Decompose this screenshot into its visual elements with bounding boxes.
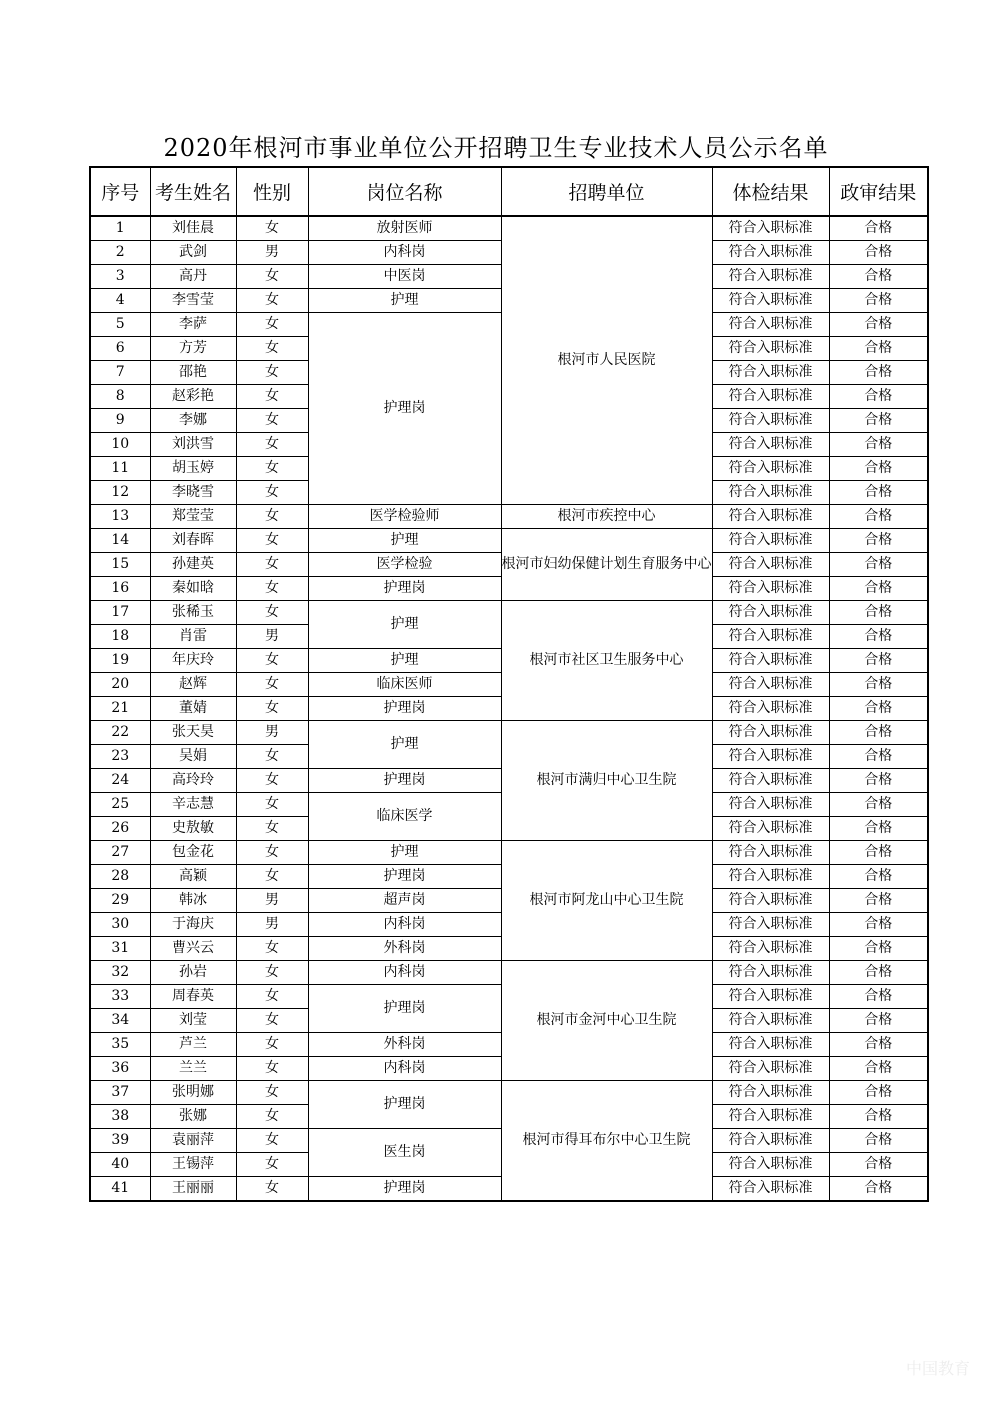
cell-review-result: 合格 [829, 385, 928, 409]
cell-position: 护理 [308, 529, 501, 553]
cell-unit: 根河市阿龙山中心卫生院 [501, 841, 712, 961]
cell-position: 护理 [308, 649, 501, 673]
table-row [90, 961, 928, 985]
cell-seq: 36 [90, 1057, 150, 1081]
cell-gender: 男 [236, 241, 308, 265]
cell-gender: 女 [236, 1009, 308, 1033]
cell-name: 张娜 [150, 1105, 236, 1129]
cell-review-result: 合格 [829, 505, 928, 529]
cell-exam-result: 符合入职标准 [712, 265, 829, 289]
cell-name: 高玲玲 [150, 769, 236, 793]
cell-position: 护理 [308, 289, 501, 313]
cell-seq: 31 [90, 937, 150, 961]
cell-name: 李雪莹 [150, 289, 236, 313]
cell-name: 芦兰 [150, 1033, 236, 1057]
header-gender: 性别 [236, 167, 308, 216]
cell-review-result: 合格 [829, 241, 928, 265]
cell-seq: 11 [90, 457, 150, 481]
cell-review-result: 合格 [829, 457, 928, 481]
cell-name: 兰兰 [150, 1057, 236, 1081]
cell-name: 吴娟 [150, 745, 236, 769]
cell-name: 武剑 [150, 241, 236, 265]
cell-name: 刘洪雪 [150, 433, 236, 457]
table-row [90, 216, 928, 241]
cell-review-result: 合格 [829, 721, 928, 745]
cell-unit: 根河市金河中心卫生院 [501, 961, 712, 1081]
cell-exam-result: 符合入职标准 [712, 817, 829, 841]
cell-name: 王锡萍 [150, 1153, 236, 1177]
cell-name: 董婧 [150, 697, 236, 721]
cell-gender: 男 [236, 889, 308, 913]
cell-gender: 女 [236, 337, 308, 361]
cell-seq: 30 [90, 913, 150, 937]
cell-review-result: 合格 [829, 1129, 928, 1153]
cell-review-result: 合格 [829, 1105, 928, 1129]
table-row [90, 841, 928, 865]
cell-name: 史敖敏 [150, 817, 236, 841]
cell-gender: 女 [236, 769, 308, 793]
cell-seq: 25 [90, 793, 150, 817]
document-title: 2020年根河市事业单位公开招聘卫生专业技术人员公示名单 [163, 134, 829, 162]
cell-seq: 35 [90, 1033, 150, 1057]
cell-name: 刘莹 [150, 1009, 236, 1033]
cell-gender: 女 [236, 985, 308, 1009]
cell-position: 护理岗 [308, 985, 501, 1033]
cell-exam-result: 符合入职标准 [712, 721, 829, 745]
cell-exam-result: 符合入职标准 [712, 673, 829, 697]
cell-name: 孙建英 [150, 553, 236, 577]
cell-name: 胡玉婷 [150, 457, 236, 481]
cell-seq: 18 [90, 625, 150, 649]
cell-seq: 23 [90, 745, 150, 769]
cell-seq: 16 [90, 577, 150, 601]
cell-position: 护理 [308, 721, 501, 769]
cell-review-result: 合格 [829, 817, 928, 841]
cell-review-result: 合格 [829, 289, 928, 313]
cell-review-result: 合格 [829, 889, 928, 913]
cell-position: 外科岗 [308, 937, 501, 961]
cell-name: 赵彩艳 [150, 385, 236, 409]
cell-seq: 15 [90, 553, 150, 577]
cell-exam-result: 符合入职标准 [712, 889, 829, 913]
cell-exam-result: 符合入职标准 [712, 865, 829, 889]
table-row [90, 529, 928, 553]
cell-review-result: 合格 [829, 625, 928, 649]
header-name: 考生姓名 [150, 167, 236, 216]
cell-seq: 12 [90, 481, 150, 505]
cell-name: 李娜 [150, 409, 236, 433]
cell-exam-result: 符合入职标准 [712, 745, 829, 769]
cell-name: 韩冰 [150, 889, 236, 913]
cell-gender: 女 [236, 361, 308, 385]
cell-position: 内科岗 [308, 1057, 501, 1081]
cell-exam-result: 符合入职标准 [712, 553, 829, 577]
cell-gender: 女 [236, 745, 308, 769]
cell-seq: 40 [90, 1153, 150, 1177]
cell-gender: 男 [236, 721, 308, 745]
cell-unit: 根河市疾控中心 [501, 505, 712, 529]
cell-name: 赵辉 [150, 673, 236, 697]
cell-seq: 38 [90, 1105, 150, 1129]
cell-name: 秦如晗 [150, 577, 236, 601]
cell-review-result: 合格 [829, 745, 928, 769]
header-unit: 招聘单位 [501, 167, 712, 216]
cell-unit: 根河市得耳布尔中心卫生院 [501, 1081, 712, 1202]
cell-gender: 女 [236, 673, 308, 697]
cell-name: 高颖 [150, 865, 236, 889]
cell-seq: 27 [90, 841, 150, 865]
cell-seq: 8 [90, 385, 150, 409]
cell-review-result: 合格 [829, 793, 928, 817]
cell-gender: 女 [236, 1057, 308, 1081]
cell-review-result: 合格 [829, 433, 928, 457]
cell-exam-result: 符合入职标准 [712, 361, 829, 385]
cell-name: 周春英 [150, 985, 236, 1009]
cell-name: 张明娜 [150, 1081, 236, 1105]
cell-exam-result: 符合入职标准 [712, 505, 829, 529]
cell-position: 外科岗 [308, 1033, 501, 1057]
cell-exam-result: 符合入职标准 [712, 457, 829, 481]
cell-seq: 3 [90, 265, 150, 289]
cell-position: 护理 [308, 601, 501, 649]
cell-review-result: 合格 [829, 961, 928, 985]
cell-gender: 女 [236, 457, 308, 481]
cell-exam-result: 符合入职标准 [712, 1009, 829, 1033]
cell-name: 辛志慧 [150, 793, 236, 817]
cell-seq: 26 [90, 817, 150, 841]
cell-seq: 34 [90, 1009, 150, 1033]
cell-exam-result: 符合入职标准 [712, 649, 829, 673]
cell-gender: 男 [236, 913, 308, 937]
header-exam-result: 体检结果 [712, 167, 829, 216]
cell-seq: 13 [90, 505, 150, 529]
cell-gender: 女 [236, 1105, 308, 1129]
cell-gender: 女 [236, 529, 308, 553]
cell-review-result: 合格 [829, 601, 928, 625]
cell-name: 张天昊 [150, 721, 236, 745]
cell-seq: 22 [90, 721, 150, 745]
cell-gender: 女 [236, 937, 308, 961]
cell-seq: 41 [90, 1177, 150, 1202]
cell-name: 李萨 [150, 313, 236, 337]
cell-seq: 33 [90, 985, 150, 1009]
cell-review-result: 合格 [829, 649, 928, 673]
cell-exam-result: 符合入职标准 [712, 241, 829, 265]
header-seq: 序号 [90, 167, 150, 216]
cell-position: 护理岗 [308, 697, 501, 721]
cell-gender: 女 [236, 841, 308, 865]
cell-review-result: 合格 [829, 1177, 928, 1202]
cell-name: 于海庆 [150, 913, 236, 937]
cell-exam-result: 符合入职标准 [712, 961, 829, 985]
cell-unit: 根河市人民医院 [501, 216, 712, 505]
cell-position: 医学检验 [308, 553, 501, 577]
cell-position: 护理岗 [308, 865, 501, 889]
cell-position: 护理岗 [308, 1081, 501, 1129]
cell-gender: 女 [236, 1153, 308, 1177]
cell-seq: 6 [90, 337, 150, 361]
cell-exam-result: 符合入职标准 [712, 1105, 829, 1129]
cell-exam-result: 符合入职标准 [712, 1033, 829, 1057]
cell-review-result: 合格 [829, 313, 928, 337]
cell-gender: 男 [236, 625, 308, 649]
cell-unit: 根河市妇幼保健计划生育服务中心 [501, 529, 712, 601]
cell-exam-result: 符合入职标准 [712, 769, 829, 793]
header-review-result: 政审结果 [829, 167, 928, 216]
cell-gender: 女 [236, 1081, 308, 1105]
table-body [90, 216, 928, 1201]
cell-position: 中医岗 [308, 265, 501, 289]
cell-name: 李晓雪 [150, 481, 236, 505]
cell-exam-result: 符合入职标准 [712, 216, 829, 241]
cell-seq: 37 [90, 1081, 150, 1105]
cell-review-result: 合格 [829, 913, 928, 937]
cell-position: 护理岗 [308, 313, 501, 505]
cell-name: 王丽丽 [150, 1177, 236, 1202]
cell-position: 内科岗 [308, 961, 501, 985]
cell-review-result: 合格 [829, 577, 928, 601]
cell-exam-result: 符合入职标准 [712, 577, 829, 601]
cell-exam-result: 符合入职标准 [712, 289, 829, 313]
cell-exam-result: 符合入职标准 [712, 625, 829, 649]
cell-review-result: 合格 [829, 937, 928, 961]
cell-position: 放射医师 [308, 216, 501, 241]
cell-unit: 根河市满归中心卫生院 [501, 721, 712, 841]
cell-seq: 39 [90, 1129, 150, 1153]
cell-name: 邵艳 [150, 361, 236, 385]
watermark: 中国教育 [905, 1359, 970, 1378]
roster-table [89, 166, 929, 1202]
cell-review-result: 合格 [829, 361, 928, 385]
cell-gender: 女 [236, 433, 308, 457]
cell-exam-result: 符合入职标准 [712, 1177, 829, 1202]
cell-name: 刘佳晨 [150, 216, 236, 241]
cell-exam-result: 符合入职标准 [712, 1129, 829, 1153]
cell-name: 肖雷 [150, 625, 236, 649]
cell-exam-result: 符合入职标准 [712, 913, 829, 937]
cell-position: 护理岗 [308, 769, 501, 793]
table-row [90, 721, 928, 745]
cell-seq: 5 [90, 313, 150, 337]
cell-gender: 女 [236, 649, 308, 673]
cell-review-result: 合格 [829, 769, 928, 793]
cell-exam-result: 符合入职标准 [712, 793, 829, 817]
cell-gender: 女 [236, 385, 308, 409]
cell-seq: 28 [90, 865, 150, 889]
cell-review-result: 合格 [829, 553, 928, 577]
cell-gender: 女 [236, 1177, 308, 1202]
cell-review-result: 合格 [829, 1153, 928, 1177]
cell-review-result: 合格 [829, 841, 928, 865]
cell-review-result: 合格 [829, 529, 928, 553]
cell-review-result: 合格 [829, 1009, 928, 1033]
cell-seq: 21 [90, 697, 150, 721]
cell-name: 年庆玲 [150, 649, 236, 673]
cell-review-result: 合格 [829, 865, 928, 889]
cell-gender: 女 [236, 409, 308, 433]
cell-position: 医生岗 [308, 1129, 501, 1177]
header-position: 岗位名称 [308, 167, 501, 216]
cell-position: 内科岗 [308, 913, 501, 937]
cell-exam-result: 符合入职标准 [712, 433, 829, 457]
cell-name: 郑莹莹 [150, 505, 236, 529]
cell-position: 内科岗 [308, 241, 501, 265]
cell-exam-result: 符合入职标准 [712, 1057, 829, 1081]
cell-gender: 女 [236, 553, 308, 577]
cell-seq: 14 [90, 529, 150, 553]
cell-exam-result: 符合入职标准 [712, 697, 829, 721]
cell-name: 包金花 [150, 841, 236, 865]
table-header-row [90, 167, 928, 216]
cell-seq: 10 [90, 433, 150, 457]
cell-exam-result: 符合入职标准 [712, 385, 829, 409]
cell-gender: 女 [236, 1033, 308, 1057]
cell-name: 方芳 [150, 337, 236, 361]
cell-review-result: 合格 [829, 409, 928, 433]
cell-seq: 17 [90, 601, 150, 625]
cell-position: 护理岗 [308, 577, 501, 601]
table-row [90, 505, 928, 529]
cell-position: 临床医学 [308, 793, 501, 841]
cell-review-result: 合格 [829, 216, 928, 241]
cell-gender: 女 [236, 793, 308, 817]
cell-review-result: 合格 [829, 1033, 928, 1057]
cell-exam-result: 符合入职标准 [712, 313, 829, 337]
cell-exam-result: 符合入职标准 [712, 1153, 829, 1177]
cell-exam-result: 符合入职标准 [712, 409, 829, 433]
cell-gender: 女 [236, 289, 308, 313]
cell-review-result: 合格 [829, 1081, 928, 1105]
cell-exam-result: 符合入职标准 [712, 841, 829, 865]
cell-position: 临床医师 [308, 673, 501, 697]
cell-name: 袁丽萍 [150, 1129, 236, 1153]
cell-exam-result: 符合入职标准 [712, 1081, 829, 1105]
cell-review-result: 合格 [829, 697, 928, 721]
cell-name: 曹兴云 [150, 937, 236, 961]
cell-seq: 2 [90, 241, 150, 265]
cell-gender: 女 [236, 313, 308, 337]
cell-seq: 32 [90, 961, 150, 985]
cell-review-result: 合格 [829, 985, 928, 1009]
cell-gender: 女 [236, 865, 308, 889]
cell-exam-result: 符合入职标准 [712, 937, 829, 961]
cell-seq: 19 [90, 649, 150, 673]
cell-review-result: 合格 [829, 265, 928, 289]
cell-seq: 7 [90, 361, 150, 385]
cell-seq: 29 [90, 889, 150, 913]
cell-position: 医学检验师 [308, 505, 501, 529]
cell-seq: 4 [90, 289, 150, 313]
cell-position: 超声岗 [308, 889, 501, 913]
cell-position: 护理岗 [308, 1177, 501, 1202]
cell-exam-result: 符合入职标准 [712, 529, 829, 553]
cell-review-result: 合格 [829, 337, 928, 361]
cell-exam-result: 符合入职标准 [712, 337, 829, 361]
cell-gender: 女 [236, 265, 308, 289]
cell-gender: 女 [236, 1129, 308, 1153]
cell-gender: 女 [236, 961, 308, 985]
cell-gender: 女 [236, 577, 308, 601]
cell-gender: 女 [236, 481, 308, 505]
table-row [90, 1081, 928, 1105]
cell-seq: 1 [90, 216, 150, 241]
cell-review-result: 合格 [829, 673, 928, 697]
cell-name: 孙岩 [150, 961, 236, 985]
table-row [90, 601, 928, 625]
cell-name: 张稀玉 [150, 601, 236, 625]
cell-name: 刘春晖 [150, 529, 236, 553]
cell-name: 高丹 [150, 265, 236, 289]
cell-seq: 24 [90, 769, 150, 793]
cell-seq: 9 [90, 409, 150, 433]
cell-gender: 女 [236, 216, 308, 241]
cell-gender: 女 [236, 505, 308, 529]
cell-unit: 根河市社区卫生服务中心 [501, 601, 712, 721]
cell-review-result: 合格 [829, 481, 928, 505]
cell-seq: 20 [90, 673, 150, 697]
cell-exam-result: 符合入职标准 [712, 481, 829, 505]
cell-exam-result: 符合入职标准 [712, 985, 829, 1009]
cell-gender: 女 [236, 601, 308, 625]
cell-review-result: 合格 [829, 1057, 928, 1081]
cell-gender: 女 [236, 697, 308, 721]
cell-gender: 女 [236, 817, 308, 841]
cell-exam-result: 符合入职标准 [712, 601, 829, 625]
cell-position: 护理 [308, 841, 501, 865]
